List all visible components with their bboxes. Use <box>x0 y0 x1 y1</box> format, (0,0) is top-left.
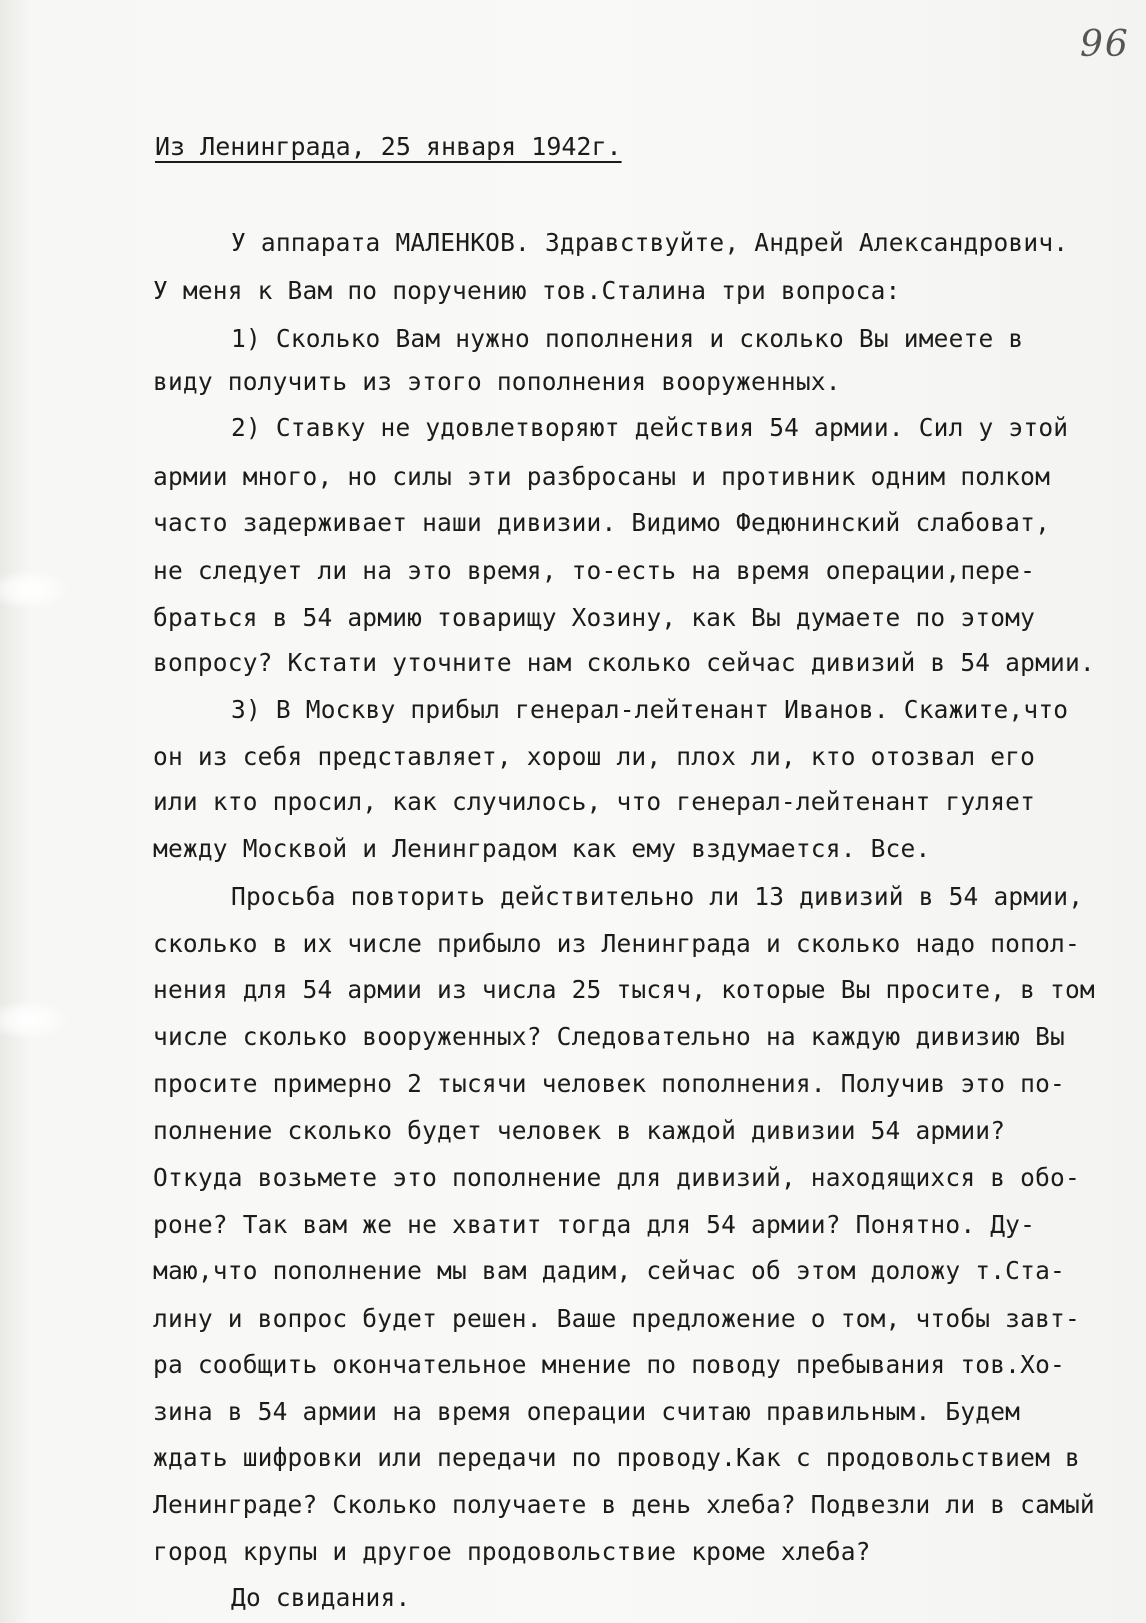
text-line: ра сообщить окончательное мнение по поводу пребывания тов.Хо- <box>153 1350 1065 1379</box>
text-line: 3) В Москву прибыл генерал-лейтенант Иванов. Скажите,что <box>231 695 1069 724</box>
text-line: зина в 54 армии на время операции считаю правильным. Будем <box>153 1397 1021 1426</box>
text-line: виду получить из этого пополнения вооруженных. <box>153 367 841 396</box>
text-line: нения для 54 армии из числа 25 тысяч, которые Вы просите, в том <box>153 975 1095 1004</box>
text-line: полнение сколько будет человек в каждой дивизии 54 армии? <box>153 1116 1006 1145</box>
text-line: армии много, но силы эти разбросаны и противник одним полком <box>153 462 1051 491</box>
text-line: часто задерживает наши дивизии. Видимо Федюнинский слабоват, <box>153 508 1051 537</box>
document-heading: Из Ленинграда, 25 января 1942г. <box>155 132 622 161</box>
text-line: или кто просил, как случилось, что генерал-лейтенант гуляет <box>153 787 1036 816</box>
text-line: Просьба повторить действительно ли 13 дивизий в 54 армии, <box>231 882 1084 911</box>
text-line: ждать шифровки или передачи по проводу.Как с продовольствием в <box>153 1443 1080 1472</box>
text-line: он из себя представляет, хорош ли, плох ли, кто отозвал его <box>153 742 1036 771</box>
paper-crease <box>0 570 70 610</box>
text-line: У аппарата МАЛЕНКОВ. Здравствуйте, Андрей Александрович. <box>231 228 1069 257</box>
text-line: лину и вопрос будет решен. Ваше предложение о том, чтобы завт- <box>153 1304 1080 1333</box>
text-line: До свидания. <box>231 1583 411 1612</box>
text-line: браться в 54 армию товарищу Хозину, как Вы думаете по этому <box>153 603 1036 632</box>
page-number: 96 <box>1080 24 1130 65</box>
text-line: вопросу? Кстати уточните нам сколько сейчас дивизий в 54 армии. <box>153 648 1095 677</box>
paper-crease <box>0 1000 70 1040</box>
text-line: У меня к Вам по поручению тов.Сталина три вопроса: <box>153 276 901 305</box>
text-line: маю,что пополнение мы вам дадим, сейчас об этом доложу т.Ста- <box>153 1256 1065 1285</box>
text-line: просите примерно 2 тысячи человек пополнения. Получив это по- <box>153 1069 1065 1098</box>
text-line: 2) Ставку не удовлетворяют действия 54 армии. Сил у этой <box>231 413 1069 442</box>
text-line: город крупы и другое продовольствие кроме хлеба? <box>153 1537 871 1566</box>
text-line: 1) Сколько Вам нужно пополнения и сколько Вы имеете в <box>231 324 1024 353</box>
text-line: Ленинграде? Сколько получаете в день хлеба? Подвезли ли в самый <box>153 1490 1095 1519</box>
text-line: сколько в их числе прибыло из Ленинграда и сколько надо попол- <box>153 929 1080 958</box>
text-line: не следует ли на это время, то-есть на время операции,пере- <box>153 556 1036 585</box>
text-line: между Москвой и Ленинградом как ему вздумается. Все. <box>153 834 931 863</box>
text-line: числе сколько вооруженных? Следовательно на каждую дивизию Вы <box>153 1022 1065 1051</box>
text-line: роне? Так вам же не хватит тогда для 54 армии? Понятно. Ду- <box>153 1210 1036 1239</box>
text-line: Откуда возьмете это пополнение для дивизий, находящихся в обо- <box>153 1163 1080 1192</box>
